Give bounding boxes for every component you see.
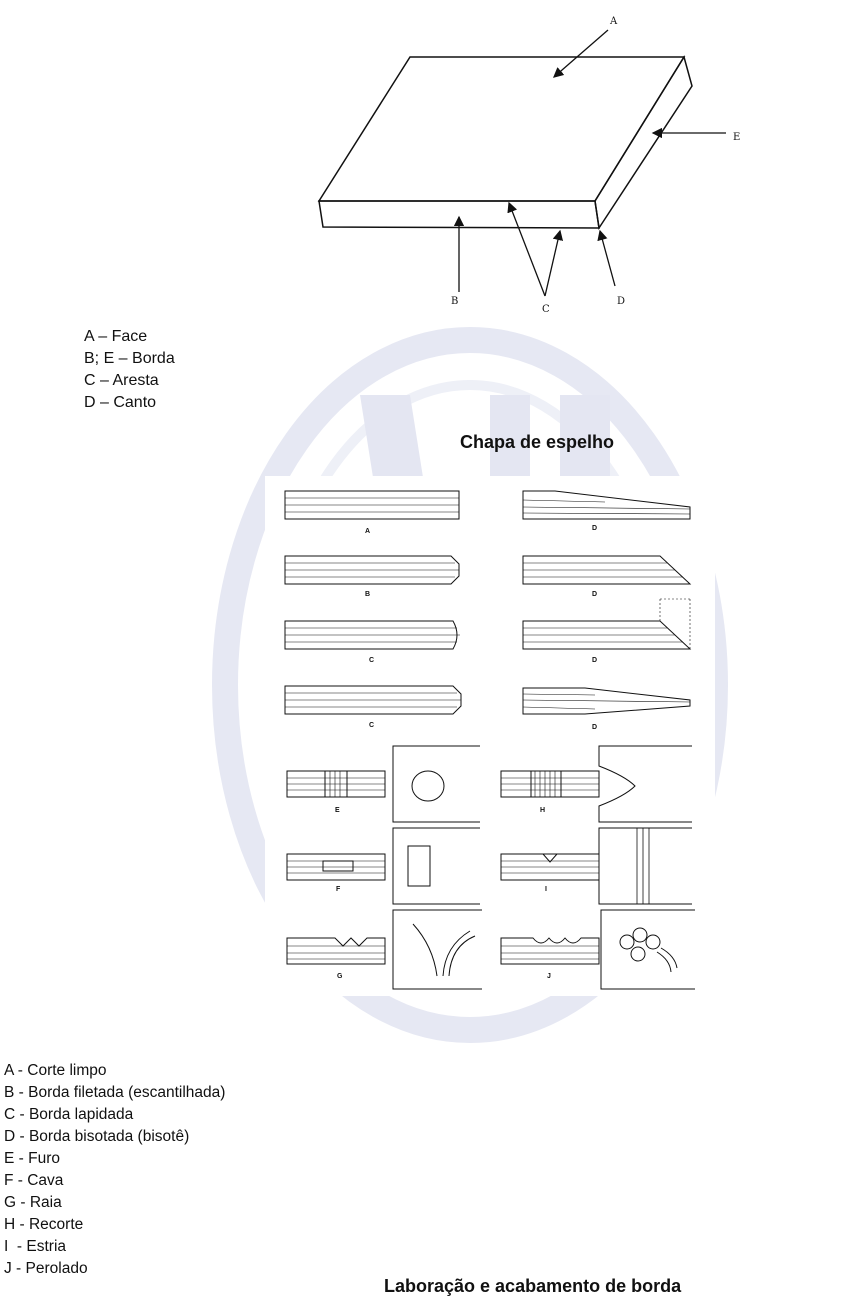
mirror-sheet-legend <box>84 326 175 414</box>
label-a: A <box>610 16 618 27</box>
legend-item: E - Furo <box>4 1150 60 1167</box>
legend-item: B; E – Borda <box>84 350 175 367</box>
figure-caption-mirror-sheet: Chapa de espelho <box>460 432 615 452</box>
legend-item: A - Corte limpo <box>4 1062 107 1079</box>
label-e: E <box>335 807 340 814</box>
label-g: G <box>337 973 343 980</box>
mirror-sheet-diagram <box>308 14 754 324</box>
edge-finishing-legend <box>4 1060 225 1280</box>
label-c: C <box>542 304 550 315</box>
label-c: C <box>369 722 375 729</box>
label-d: D <box>617 296 626 307</box>
legend-item: F - Cava <box>4 1172 64 1189</box>
legend-item: H - Recorte <box>4 1216 84 1233</box>
label-d: D <box>592 591 598 598</box>
label-d: D <box>592 657 598 664</box>
figure-caption-edge-finishing: Laboração e acabamento de borda <box>384 1276 682 1296</box>
label-a: A <box>365 528 371 535</box>
legend-item: D – Canto <box>84 394 157 411</box>
legend-item: D - Borda bisotada (bisotê) <box>4 1128 190 1145</box>
label-b: B <box>451 296 459 307</box>
label-d: D <box>592 525 598 532</box>
edge-finishing-diagram <box>265 476 715 996</box>
legend-item: B - Borda filetada (escantilhada) <box>4 1084 226 1101</box>
label-h: H <box>540 807 546 814</box>
legend-item: A – Face <box>84 328 148 345</box>
label-i: I <box>545 886 547 893</box>
legend-item: J - Perolado <box>4 1260 88 1277</box>
label-b: B <box>365 591 371 598</box>
label-c: C <box>369 657 375 664</box>
legend-item: C - Borda lapidada <box>4 1106 134 1123</box>
label-j: J <box>547 973 551 980</box>
label-e: E <box>733 132 741 143</box>
sheet-side-edge <box>595 57 692 228</box>
label-d: D <box>592 724 598 731</box>
legend-item: C – Aresta <box>84 372 159 389</box>
label-f: F <box>336 886 341 893</box>
sheet-face <box>319 57 684 201</box>
legend-item: G - Raia <box>4 1194 62 1211</box>
legend-item: I - Estria <box>4 1238 67 1255</box>
